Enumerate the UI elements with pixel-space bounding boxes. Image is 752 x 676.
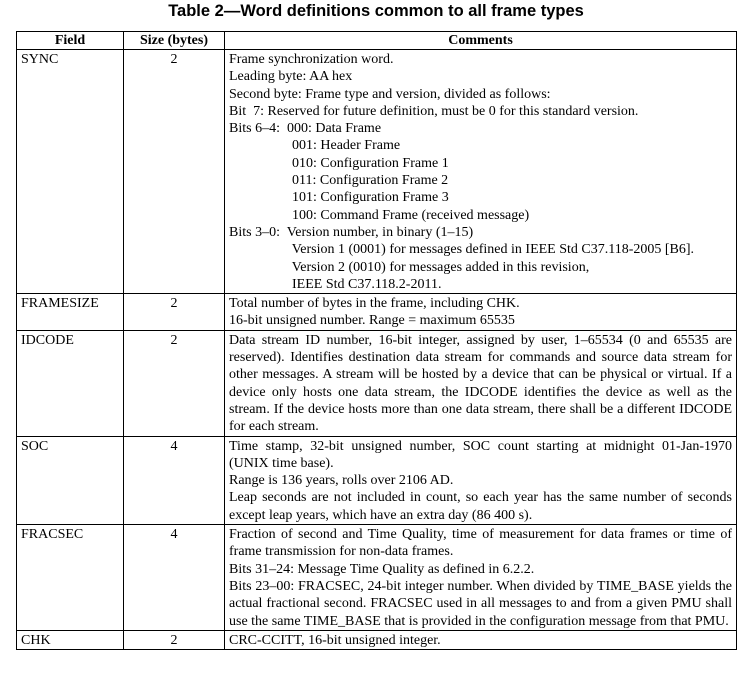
comment-line: Version 1 (0001) for messages defined in IEEE Std C37.118-2005 [B6]. — [229, 242, 695, 258]
comments-cell — [225, 525, 737, 631]
comments-cell — [225, 330, 737, 436]
comment-paragraph: Bits 23–00: FRACSEC, 24-bit integer number. When divided by TIME_BASE yields the actual fractional second. FRACSEC used in all messages to and from a given PMU shall use the same TIME_BASE that is provided in the configuration message from that PMU. — [229, 578, 732, 629]
field-cell: SOC — [17, 436, 124, 524]
field-cell: FRACSEC — [17, 525, 124, 631]
comment-paragraph: Range is 136 years, rolls over 2106 AD. — [229, 473, 454, 489]
comment-line: IEEE Std C37.118.2-2011. — [229, 276, 442, 292]
table-row — [17, 50, 737, 294]
comments-cell — [225, 50, 737, 294]
comment-line: 011: Configuration Frame 2 — [229, 173, 449, 189]
size-cell: 4 — [124, 436, 225, 524]
word-definitions-table — [16, 31, 737, 650]
field-cell: FRAMESIZE — [17, 294, 124, 331]
comment-line: CRC-CCITT, 16-bit unsigned integer. — [229, 632, 441, 648]
comments-cell — [225, 630, 737, 649]
header-comments: Comments — [225, 32, 737, 50]
header-size: Size (bytes) — [124, 32, 225, 50]
comments-cell — [225, 436, 737, 524]
size-cell: 4 — [124, 525, 225, 631]
comment-line: 100: Command Frame (received message) — [229, 207, 530, 223]
size-cell: 2 — [124, 330, 225, 436]
table-row — [17, 330, 737, 436]
size-cell: 2 — [124, 630, 225, 649]
comment-line: 001: Header Frame — [229, 138, 401, 154]
comment-line: Total number of bytes in the frame, including CHK. — [229, 296, 520, 312]
comment-line: Version 2 (0010) for messages added in this revision, — [229, 259, 590, 275]
comment-line: Bits 3–0: Version number, in binary (1–15) — [229, 224, 474, 240]
comment-paragraph: Time stamp, 32-bit unsigned number, SOC count starting at midnight 01-Jan-1970 (UNIX time base). — [229, 438, 732, 471]
size-cell: 2 — [124, 294, 225, 331]
header-field: Field — [17, 32, 124, 50]
comment-paragraph: Data stream ID number, 16-bit integer, assigned by user, 1–65534 (0 and 65535 are reserved). Identifies destination data stream for commands and source data stream for other messages. A stream will be hosted by a device that can be physical or virtual. If a device only hosts one data stream, the IDCODE identifies the device as well as the stream. If the device hosts more than one data stream, there shall be a different IDCODE for each stream. — [229, 332, 732, 435]
comment-line: Bits 6–4: 000: Data Frame — [229, 121, 382, 137]
comment-line: Bit 7: Reserved for future definition, must be 0 for this standard version. — [229, 103, 639, 119]
comment-paragraph: Fraction of second and Time Quality, time of measurement for data frames or time of frame transmission for non-data frames. — [229, 527, 732, 560]
comment-paragraph: Leap seconds are not included in count, so each year has the same number of seconds except leap years, which have an extra day (86 400 s). — [229, 490, 732, 523]
comment-paragraph: Bits 31–24: Message Time Quality as defined in 6.2.2. — [229, 561, 535, 577]
comment-line: 16-bit unsigned number. Range = maximum 65535 — [229, 313, 515, 329]
field-cell: SYNC — [17, 50, 124, 294]
comment-line: 010: Configuration Frame 1 — [229, 155, 449, 171]
comments-cell — [225, 294, 737, 331]
comment-line: Leading byte: AA hex — [229, 69, 353, 85]
comment-line: Second byte: Frame type and version, divided as follows: — [229, 86, 551, 102]
field-cell: IDCODE — [17, 330, 124, 436]
table-row — [17, 294, 737, 331]
comment-line: 101: Configuration Frame 3 — [229, 190, 449, 206]
table-row — [17, 525, 737, 631]
table-header-row — [17, 32, 737, 50]
comment-line: Frame synchronization word. — [229, 52, 394, 67]
table-row — [17, 436, 737, 524]
table-title: Table 2—Word definitions common to all frame types — [168, 2, 584, 20]
field-cell: CHK — [17, 630, 124, 649]
size-cell: 2 — [124, 50, 225, 294]
table-row — [17, 630, 737, 649]
